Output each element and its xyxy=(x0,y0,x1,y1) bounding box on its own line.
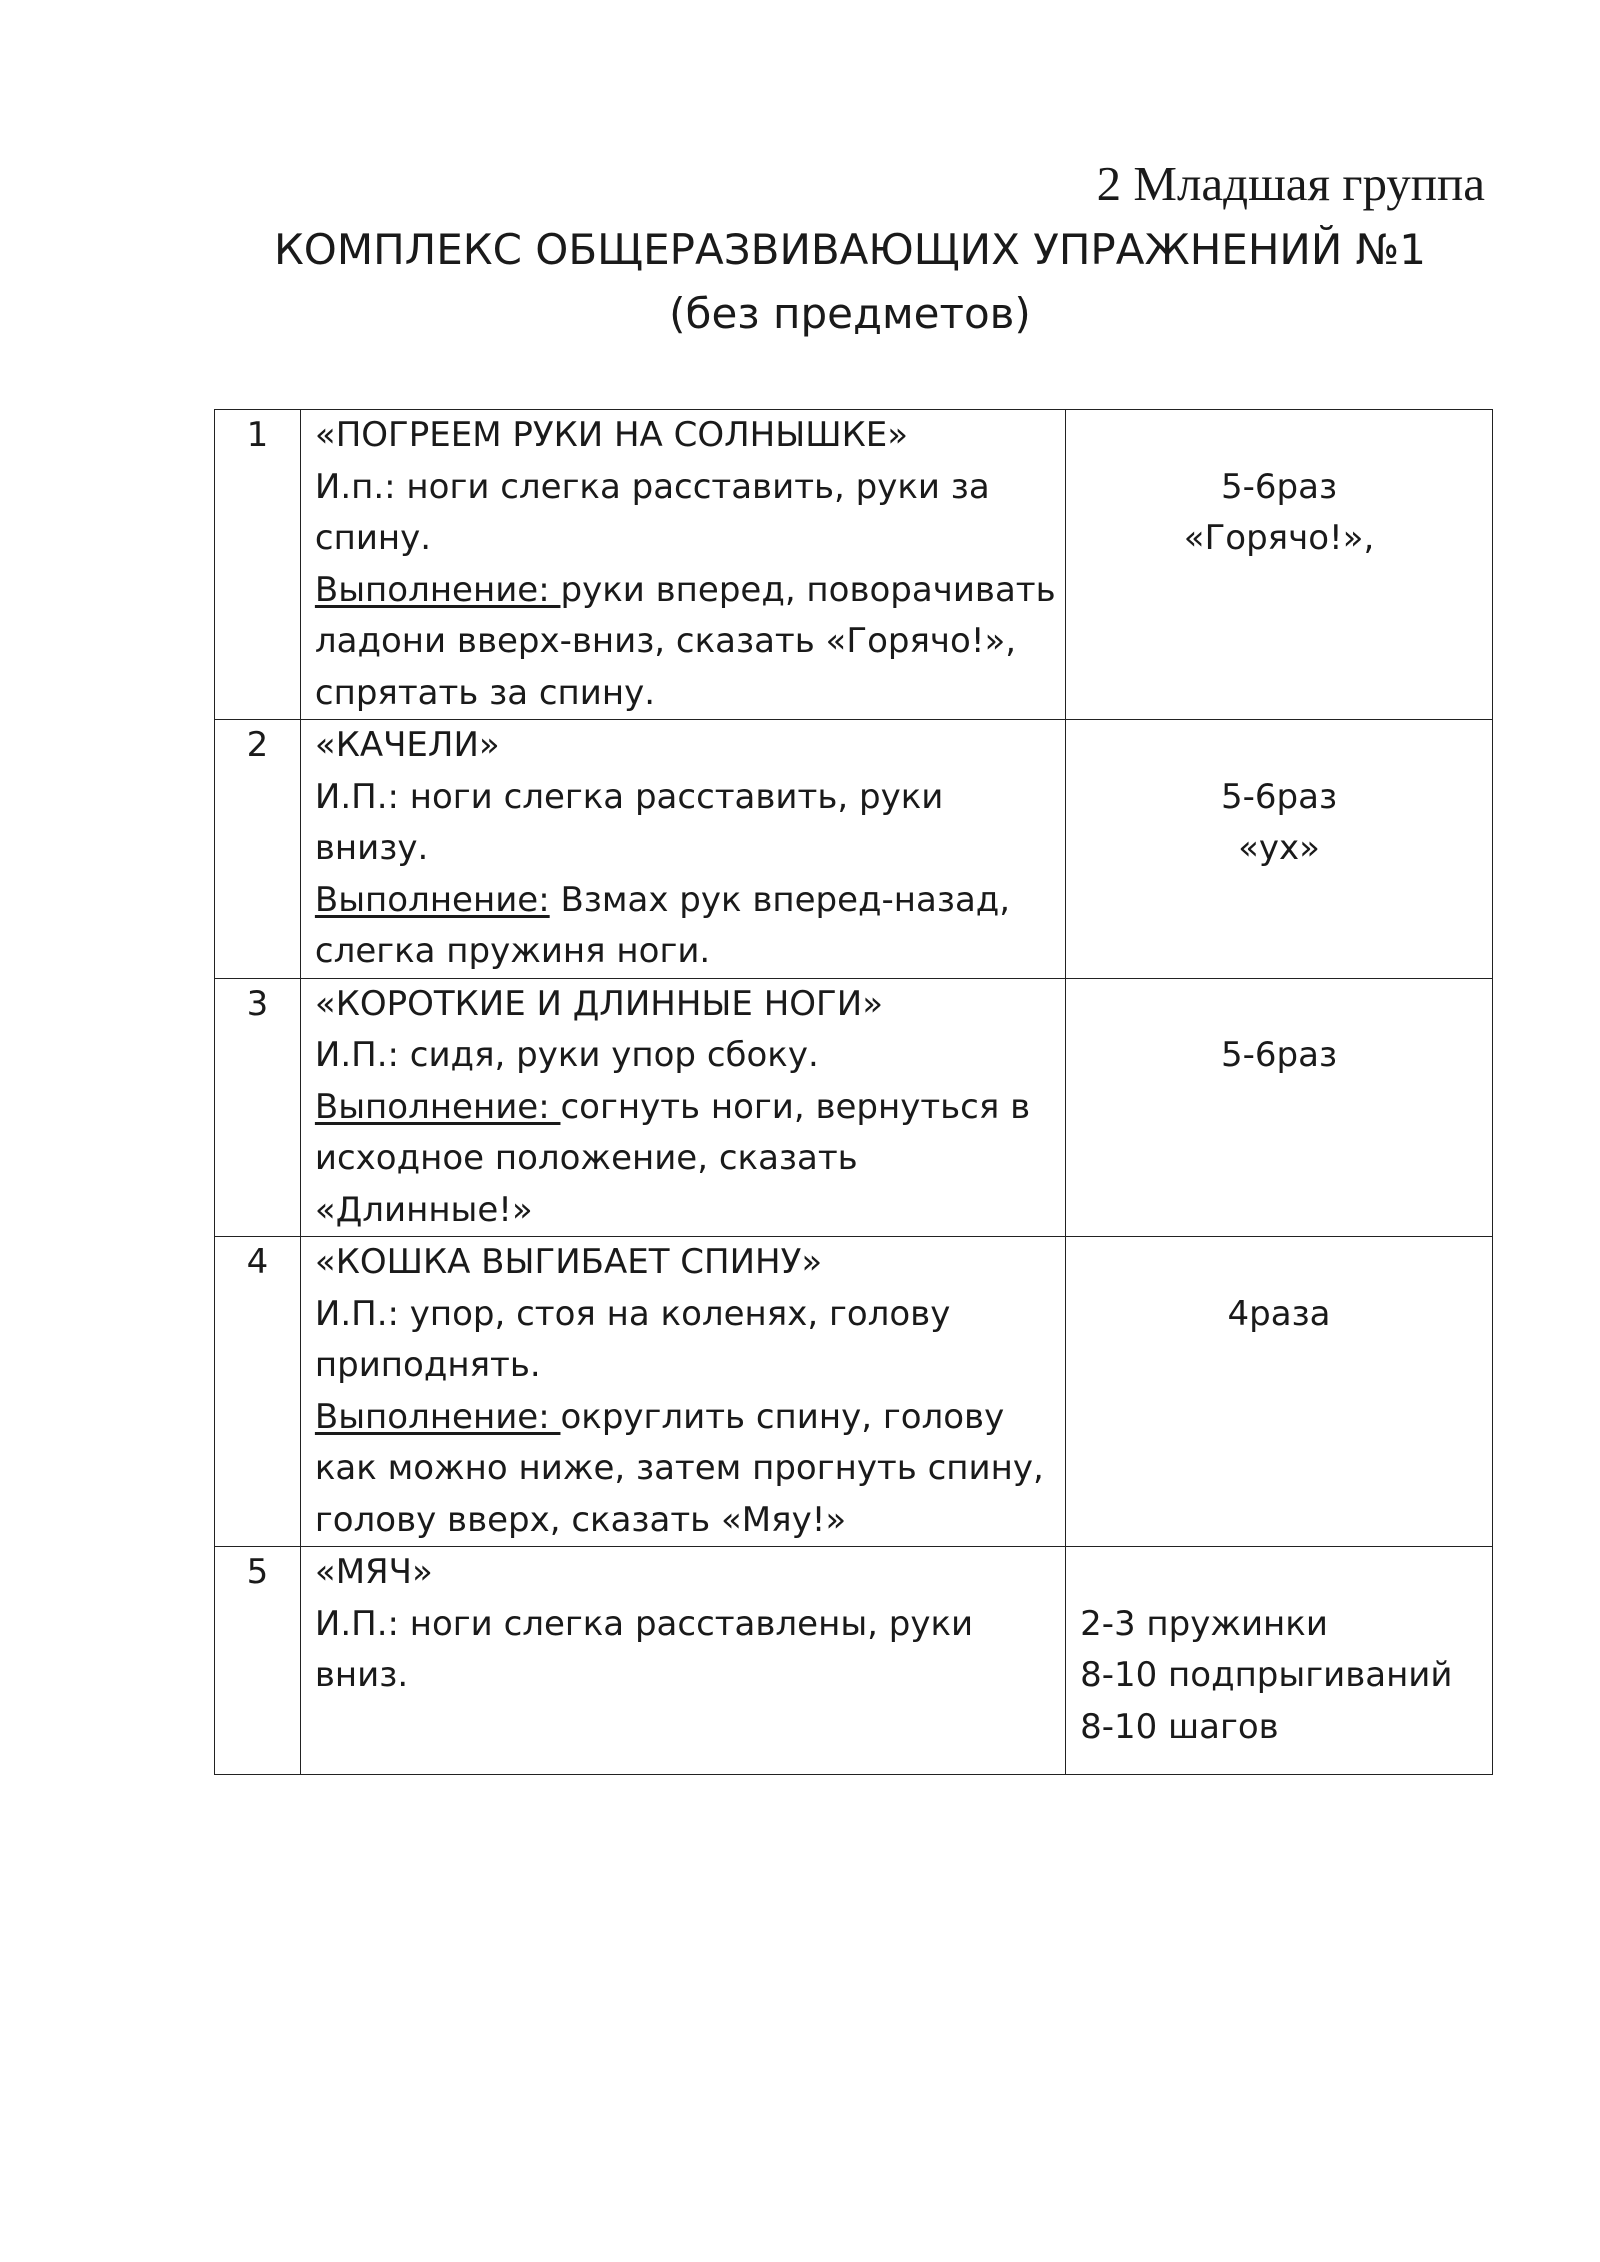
execution-text: согнуть ноги, вернуться в исходное положение, сказать «Длинные!» xyxy=(314,1086,1031,1230)
exercise-name: «ПОГРЕЕМ РУКИ НА СОЛНЫШКЕ» xyxy=(314,415,909,455)
exercise-name: «МЯЧ» xyxy=(314,1552,433,1592)
exercise-name: «КОРОТКИЕ И ДЛИННЫЕ НОГИ» xyxy=(314,983,884,1024)
exercise-dosage xyxy=(1066,720,1493,979)
document-subtitle: (без предметов) xyxy=(669,289,1031,338)
exercise-description xyxy=(300,978,1065,1237)
exercise-dosage xyxy=(1066,1237,1493,1547)
execution-text: руки вперед, поворачивать ладони вверх-вниз, сказать «Горячо!», спрятать за спину. xyxy=(314,569,1056,713)
exercise-description xyxy=(300,720,1065,979)
execution-label: Выполнение: xyxy=(314,1396,561,1437)
exercise-number: 1 xyxy=(215,410,301,720)
dosage-line: 4раза xyxy=(1227,1293,1331,1334)
exercise-start-position: И.П.: упор, стоя на коленях, голову приподнять. xyxy=(314,1293,951,1385)
exercise-name: «КОШКА ВЫГИБАЕТ СПИНУ» xyxy=(314,1242,823,1282)
execution-label: Выполнение: xyxy=(314,1086,561,1127)
dosage-line: 5-6раз xyxy=(1221,1035,1338,1075)
exercise-table xyxy=(214,409,1493,1775)
document-title: КОМПЛЕКС ОБЩЕРАЗВИВАЮЩИХ УПРАЖНЕНИЙ №1 xyxy=(273,225,1426,274)
execution-text: Взмах рук вперед-назад, слегка пружиня ноги. xyxy=(314,879,1011,971)
exercise-dosage xyxy=(1066,410,1493,720)
exercise-start-position: И.п.: ноги слегка расставить, руки за спину. xyxy=(314,466,990,558)
document-title-block xyxy=(200,218,1500,346)
exercise-execution xyxy=(315,1392,1059,1547)
exercise-description xyxy=(300,1237,1065,1547)
table-row xyxy=(215,1547,1493,1775)
execution-label: Выполнение: xyxy=(314,569,561,610)
exercise-name: «КАЧЕЛИ» xyxy=(314,725,500,765)
dosage-line: 2-3 пружинки xyxy=(1080,1603,1328,1644)
exercise-number: 4 xyxy=(215,1237,301,1547)
exercise-execution xyxy=(315,1082,1059,1237)
table-row xyxy=(215,978,1493,1237)
group-label: 2 Младшая группа xyxy=(1096,156,1485,211)
exercise-number: 5 xyxy=(215,1547,301,1775)
exercise-dosage xyxy=(1066,1547,1493,1775)
dosage-line: 8-10 подпрыгиваний xyxy=(1080,1655,1453,1695)
exercise-number: 2 xyxy=(215,720,301,979)
table-row xyxy=(215,410,1493,720)
dosage-line: 8-10 шагов xyxy=(1080,1706,1279,1747)
table-row xyxy=(215,1237,1493,1547)
exercise-start-position: И.П.: ноги слегка расставлены, руки вниз. xyxy=(314,1603,974,1695)
dosage-line: «Горячо!», xyxy=(1183,518,1375,558)
table-row xyxy=(215,720,1493,979)
exercise-description xyxy=(300,410,1065,720)
exercise-description xyxy=(300,1547,1065,1775)
exercise-execution xyxy=(315,565,1059,720)
exercise-start-position: И.П.: сидя, руки упор сбоку. xyxy=(314,1035,819,1075)
dosage-line: 5-6раз xyxy=(1221,466,1338,507)
execution-text: округлить спину, голову как можно ниже, затем прогнуть спину, голову вверх, сказать «Мяу!» xyxy=(314,1396,1044,1540)
exercise-execution xyxy=(315,875,1059,978)
exercise-dosage xyxy=(1066,978,1493,1237)
exercise-start-position: И.П.: ноги слегка расставить, руки внизу. xyxy=(314,776,944,868)
exercise-number: 3 xyxy=(215,978,301,1237)
execution-label: Выполнение: xyxy=(314,879,550,920)
dosage-line: 5-6раз xyxy=(1221,776,1338,817)
dosage-line: «ух» xyxy=(1238,828,1320,868)
